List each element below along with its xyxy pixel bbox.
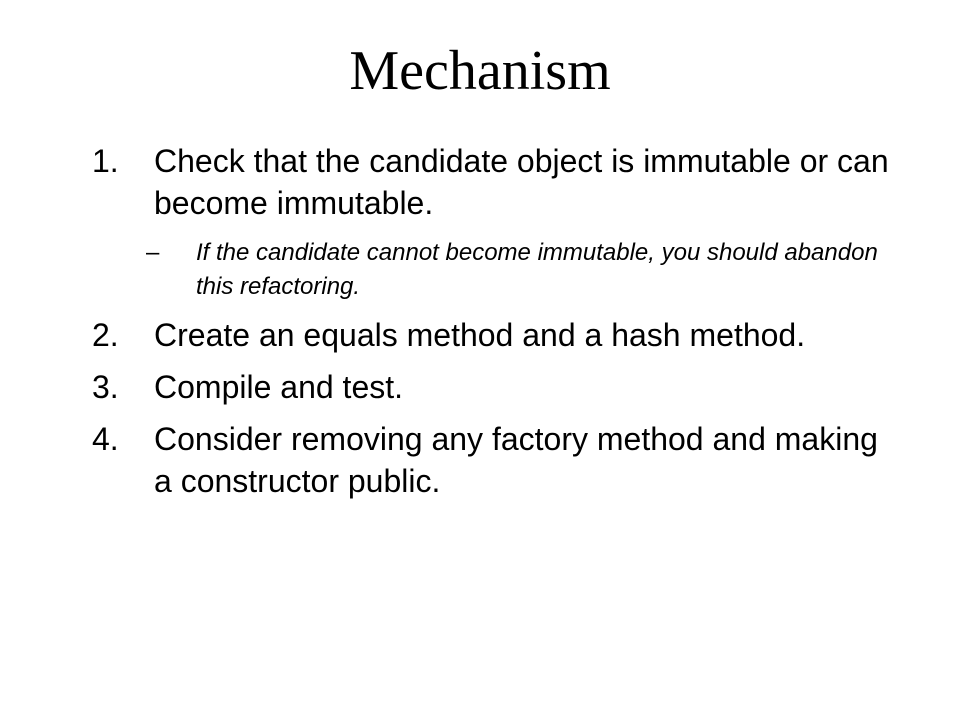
list-item-text: Check that the candidate object is immutable or can become immutable. [154, 143, 889, 221]
list-item-text: Consider removing any factory method and making a constructor public. [154, 421, 878, 499]
list-item-2 [92, 314, 892, 356]
list-item-4 [92, 418, 892, 502]
list-item-number: 1. [92, 143, 119, 179]
list-item-text: Create an equals method and a hash method. [154, 317, 806, 353]
sub-item [92, 236, 892, 304]
list-item-text: Compile and test. [154, 369, 404, 405]
list-item-1 [92, 140, 892, 304]
numbered-list [92, 140, 892, 512]
list-item-number: 3. [92, 369, 119, 405]
list-item-number: 2. [92, 317, 119, 353]
list-item-number: 4. [92, 421, 119, 457]
sub-item-marker: – [146, 239, 160, 266]
slide-title: Mechanism [349, 40, 611, 102]
sub-item-text: If the candidate cannot become immutable, you should abandon this refactoring. [196, 239, 878, 300]
list-item-3 [92, 366, 892, 408]
